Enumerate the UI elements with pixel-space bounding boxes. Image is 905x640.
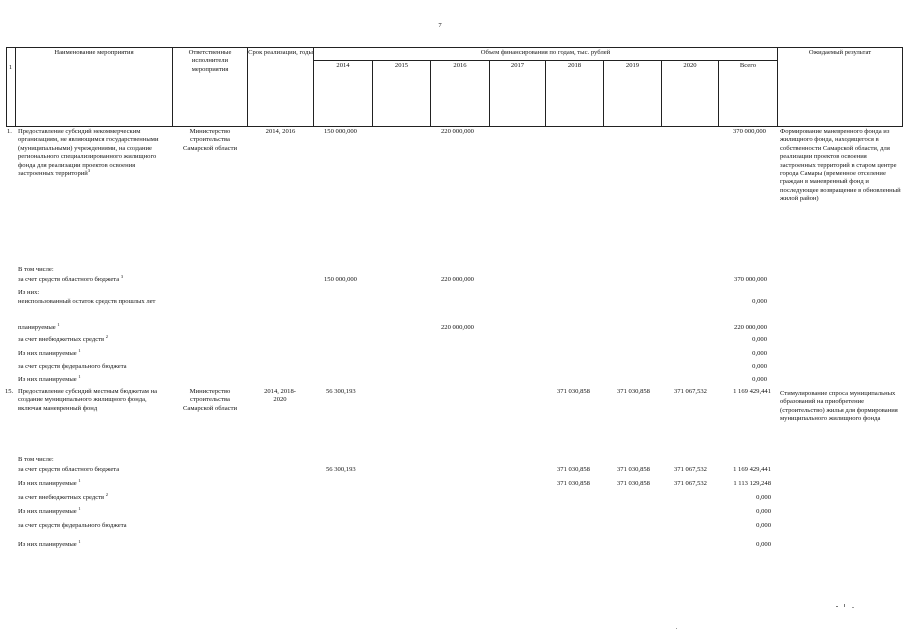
sub-value-2014: 56 300,193 (326, 466, 356, 473)
sub-label: планируемые $^1$ (18, 321, 60, 331)
item-value-2018: 371 030,858 (557, 388, 590, 395)
sub-value-2020: 371 067,532 (674, 480, 707, 487)
item-value-2019: 371 030,858 (617, 388, 650, 395)
sub-label: Из них планируемые $^1$ (18, 538, 81, 548)
page-number: 7 (438, 22, 442, 29)
item-period: 2014, 2018-2020 (264, 388, 296, 404)
sub-label: за счет внебюджетных средств $^2$ (18, 333, 109, 343)
header-col-responsible: Ответственные исполнители мероприятия (188, 49, 232, 73)
header-col-period: Срок реализации, годы (248, 49, 313, 56)
item-responsible: Министерство строительства Самарской области (183, 128, 237, 152)
header-col-name: Наименование мероприятия (54, 49, 134, 56)
sub-value-total: 0,000 (756, 494, 771, 501)
item-name: Предоставление субсидий местным бюджетам на создание муниципального жилищного фонда, включая маневренный фонд (18, 388, 158, 412)
sub-label: Из них планируемые $^1$ (18, 347, 81, 357)
header-year-2020: 2020 (683, 62, 697, 69)
sub-value-total: 0,000 (752, 336, 767, 343)
header-col-funding: Объем финансирования по годам, тыс. рублей (480, 49, 611, 56)
sub-header: В том числе: (18, 456, 54, 463)
header-year-2016: 2016 (453, 62, 467, 69)
item-responsible: Министерство строительства Самарской области (183, 388, 237, 412)
header-vline (6, 47, 7, 127)
sub-label: за счет средств федерального бюджета (18, 363, 127, 370)
header-vline (15, 47, 16, 127)
sub-label: Из них планируемые $^1$ (18, 477, 81, 487)
sub-value-total: 370 000,000 (734, 276, 767, 283)
header-year-total: Всего (739, 62, 757, 69)
item-result: Стимулирование спроса муниципальных образований на приобретение (строительство) жилья для формирования муниципального жилищного фонда (780, 390, 898, 423)
scan-speck (676, 628, 677, 629)
sub-value-2016: 220 000,000 (441, 324, 474, 331)
sub-value-total: 1 113 129,248 (733, 480, 771, 487)
header-vline (777, 47, 778, 127)
scan-speck (852, 607, 854, 608)
header-vline (247, 47, 248, 127)
item-value-total: 370 000,000 (733, 128, 766, 135)
sub-label: Из них планируемые $^1$ (18, 373, 81, 383)
item-number: 15. (5, 388, 14, 395)
item-value-2016: 220 000,000 (441, 128, 474, 135)
sub-value-total: 0,000 (752, 350, 767, 357)
sub-value-total: 0,000 (756, 541, 771, 548)
item-value-total: 1 169 429,441 (733, 388, 771, 395)
sub-value-2019: 371 030,858 (617, 480, 650, 487)
header-year-2017: 2017 (510, 62, 525, 69)
sub-label: Из них планируемые $^1$ (18, 505, 81, 515)
sub-value-2014: 150 000,000 (324, 276, 357, 283)
item-name: Предоставление субсидий некоммерческим организациям, не являющимся государственными (муниципальными) учреждениями, на создание регионального специализированного жилищного фонда для реализации проектов освоения застроенных территорий$^3$ (18, 128, 159, 178)
sub-value-2019: 371 030,858 (617, 466, 650, 473)
sub-value-2020: 371 067,532 (674, 466, 707, 473)
sub-label: за счет средств областного бюджета (18, 466, 120, 473)
header-year-2015: 2015 (394, 62, 409, 69)
sub-label: Из них: (18, 289, 40, 296)
sub-label: неиспользованный остаток средств прошлых лет (18, 298, 156, 305)
header-year-2019: 2019 (625, 62, 640, 69)
item-value-2014: 56 300,193 (326, 388, 356, 395)
sub-value-2018: 371 030,858 (557, 480, 590, 487)
sub-label: за счет средств областного бюджета $^3$ (18, 273, 124, 283)
item-period: 2014, 2016 (265, 128, 296, 135)
header-vline (172, 47, 173, 127)
item-value-2014: 150 000,000 (324, 128, 357, 135)
header-year-2018: 2018 (567, 62, 582, 69)
item-result: Формирование маневренного фонда из жилищного фонда, находящегося в собственности Самарской области, для реализации проектов освоения застроенных территорий в старом центре города Самары (временное отселение граждан в маневренный фонд и последующее возвращение в обновленный жилой район) (780, 128, 901, 203)
header-col-result: Ожидаемый результат (808, 49, 872, 56)
item-number: 1. (7, 128, 12, 135)
header-col-num: 1 (8, 64, 13, 71)
sub-label: за счет средств федерального бюджета (18, 522, 127, 529)
header-bottom-border (6, 126, 903, 127)
scan-speck (836, 606, 838, 607)
item-value-2020: 371 067,532 (674, 388, 707, 395)
sub-value-total: 0,000 (752, 363, 767, 370)
sub-value-total: 0,000 (752, 376, 767, 383)
sub-value-total: 0,000 (752, 298, 767, 305)
scan-speck (844, 604, 845, 607)
sub-label: за счет внебюджетных средств $^2$ (18, 491, 109, 501)
sub-value-total: 220 000,000 (734, 324, 767, 331)
sub-value-2016: 220 000,000 (441, 276, 474, 283)
header-vline (313, 47, 314, 127)
sub-value-2018: 371 030,858 (557, 466, 590, 473)
header-year-2014: 2014 (336, 62, 350, 69)
table-top-border (6, 47, 903, 48)
header-vline (902, 47, 903, 127)
sub-value-total: 1 169 429,441 (733, 466, 771, 473)
sub-header: В том числе: (18, 266, 54, 273)
sub-value-total: 0,000 (756, 522, 771, 529)
sub-value-total: 0,000 (756, 508, 771, 515)
